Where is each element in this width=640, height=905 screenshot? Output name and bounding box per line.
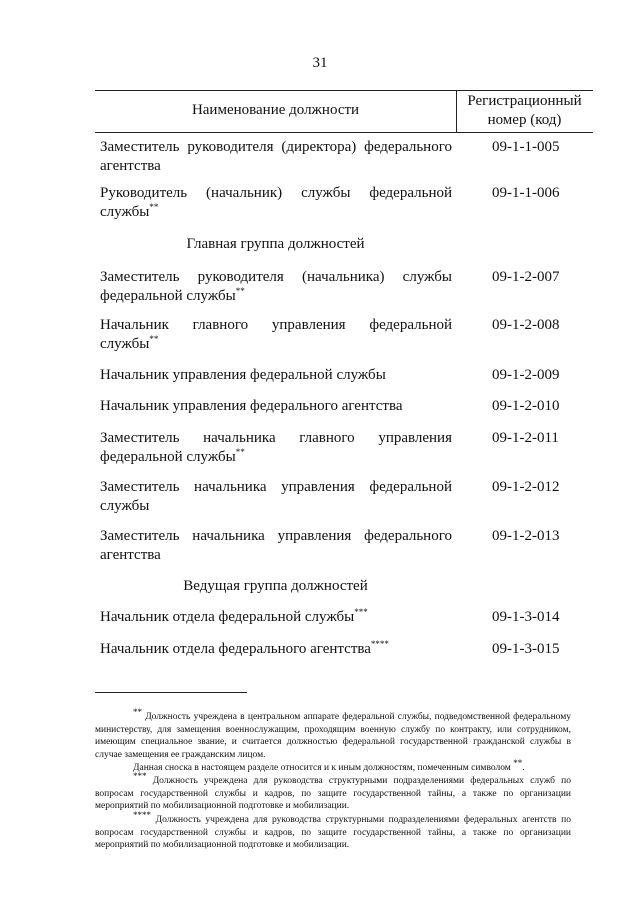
group-heading-leading: Ведущая группа должностей	[183, 578, 368, 594]
footnote: ** Должность учреждена в центральном аппарате федеральной службы, подведомственной федеральному министерству, для замещения военнослужащим, проходящим военную службу по контракту, или сотрудником, имеющим специальное звание, и считается должностью федеральной государственной гражданской службы в случае замещения ее гражданским лицом.	[95, 706, 571, 760]
footnote-mark: **	[149, 334, 159, 344]
footnote-mark: **	[235, 286, 245, 296]
footnote-mark: ***	[133, 770, 147, 781]
position-code: 09-1-2-013	[492, 528, 560, 544]
page-number: 31	[312, 55, 328, 71]
footnote: *** Должность учреждена для руководства структурными подразделениями федеральных служб по вопросам государственной службы и кадров, по защите государственной тайны, а также по организации мероприятий по мобилизационной подготовке и мобилизации.	[95, 770, 571, 811]
footnote: **** Должность учреждена для руководства структурными подразделениями федеральных агентств по вопросам государственной службы и кадров, по защите государственной тайны, а также по организации мероприятий по мобилизационной подготовке и мобилизации.	[95, 809, 571, 850]
position-name: Заместитель начальника управления федеральной службы	[100, 479, 452, 514]
header-code-line-1: Регистрационный	[467, 93, 582, 109]
position-code: 09-1-2-010	[492, 398, 560, 414]
position-name: Заместитель руководителя (директора) федерального агентства	[100, 139, 452, 174]
position-name: Начальник отдела федеральной службы***	[100, 607, 368, 625]
position-code: 09-1-2-007	[492, 269, 560, 285]
footnote: Данная сноска в настоящем разделе относится и к иным должностям, помеченным символом **.	[133, 757, 525, 773]
footnote-mark: **	[235, 447, 245, 457]
position-name: Начальник главного управления федеральной службы**	[100, 317, 452, 352]
position-code: 09-1-2-012	[492, 479, 560, 495]
group-heading-main: Главная группа должностей	[186, 236, 365, 252]
table-top-rule	[95, 90, 593, 91]
position-code: 09-1-3-015	[492, 641, 560, 657]
position-code: 09-1-2-011	[492, 430, 559, 446]
header-code-line-2: номер (код)	[487, 112, 562, 128]
table-header-rule	[95, 132, 593, 133]
position-name: Заместитель начальника главного управления федеральной службы**	[100, 430, 452, 465]
footnote-mark: **	[149, 202, 159, 212]
position-code: 09-1-1-005	[492, 139, 560, 155]
header-position-name: Наименование должности	[191, 102, 360, 118]
position-name: Заместитель руководителя (начальника) службы федеральной службы**	[100, 269, 452, 304]
position-code: 09-1-1-006	[492, 185, 560, 201]
position-name: Начальник отдела федерального агентства****	[100, 639, 389, 657]
position-name: Заместитель начальника управления федерального агентства	[100, 528, 452, 563]
footnote-mark: **	[133, 706, 142, 717]
position-name: Руководитель (начальник) службы федеральной службы**	[100, 185, 452, 220]
footnote-mark: ***	[354, 607, 368, 617]
position-code: 09-1-2-009	[492, 367, 560, 383]
header-registration-code	[456, 92, 593, 130]
footnote-mark: **	[513, 757, 523, 768]
position-code: 09-1-2-008	[492, 317, 560, 333]
position-name: Начальник управления федерального агентства	[100, 398, 403, 414]
footnote-mark: ****	[370, 639, 389, 649]
footnote-mark: ****	[133, 809, 151, 820]
footnote-separator	[95, 692, 247, 693]
position-name: Начальник управления федеральной службы	[100, 367, 386, 383]
position-code: 09-1-3-014	[492, 609, 560, 625]
